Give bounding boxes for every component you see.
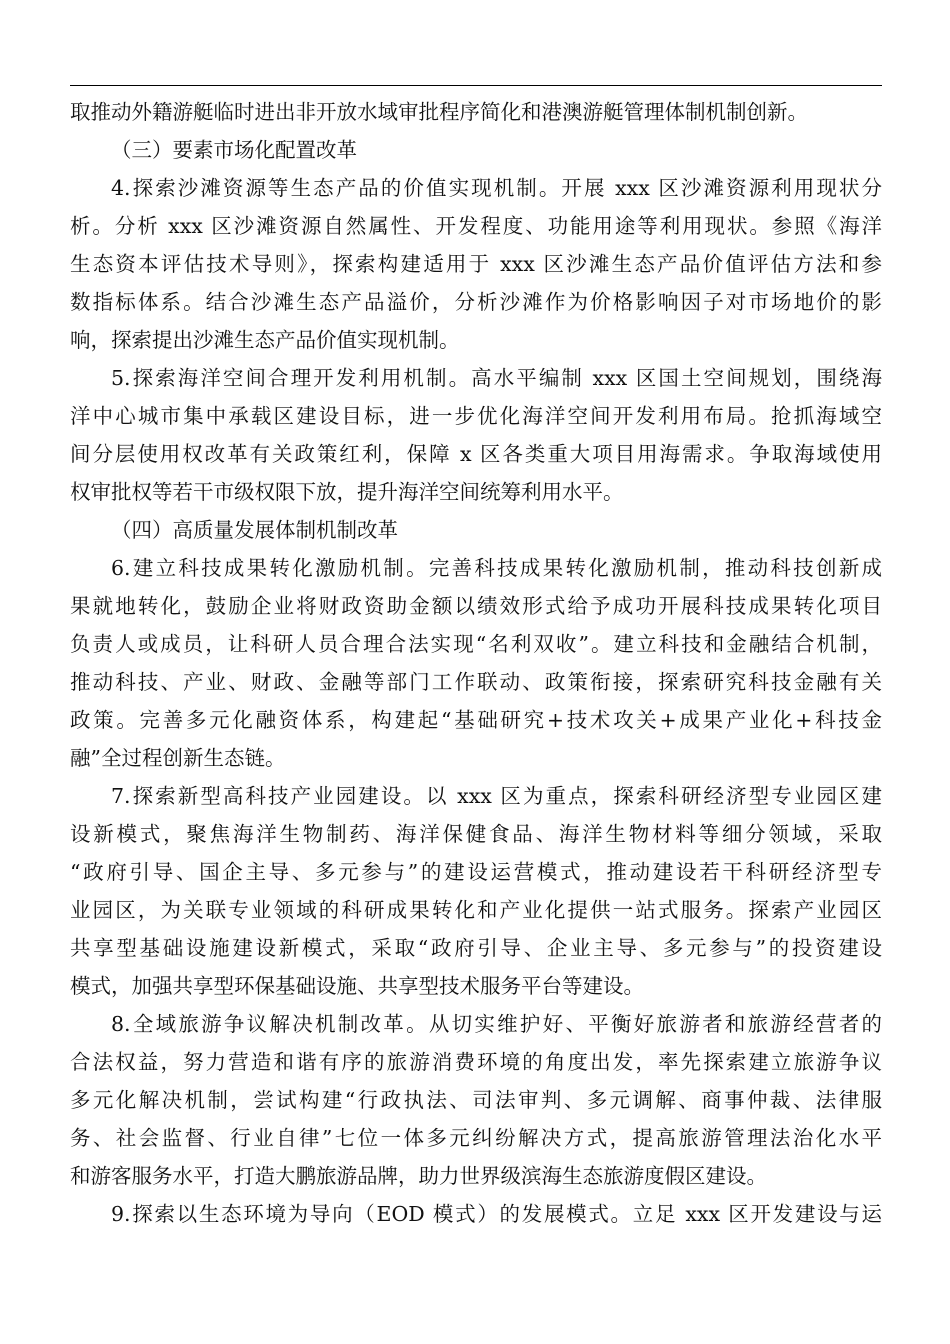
text-line: 果就地转化，鼓励企业将财政资助金额以绩效形式给予成功开展科技成果转化项目: [70, 594, 882, 618]
text-line: 权审批权等若干市级权限下放，提升海洋空间统筹利用水平。: [70, 480, 624, 504]
section-heading: （三）要素市场化配置改革: [111, 138, 357, 162]
document-body: [70, 93, 882, 1233]
text-line: 响，探索提出沙滩生态产品价值实现机制。: [70, 328, 460, 352]
text-line: 8.全域旅游争议解决机制改革。从切实维护好、平衡好旅游者和旅游经营者的: [111, 1012, 882, 1036]
text-line: 洋中心城市集中承载区建设目标，进一步优化海洋空间开发利用布局。抢抓海域空: [70, 404, 882, 428]
section-heading: （四）高质量发展体制机制改革: [111, 518, 398, 542]
text-line: 5.探索海洋空间合理开发利用机制。高水平编制 xxx 区国土空间规划，围绕海: [111, 366, 882, 390]
text-line: 负责人或成员，让科研人员合理合法实现“名利双收”。建立科技和金融结合机制，: [70, 632, 882, 656]
text-line: 生态资本评估技术导则》，探索构建适用于 xxx 区沙滩生态产品价值评估方法和参: [70, 252, 882, 276]
text-line: 6.建立科技成果转化激励机制。完善科技成果转化激励机制，推动科技创新成: [111, 556, 882, 580]
text-line: 模式，加强共享型环保基础设施、共享型技术服务平台等建设。: [70, 974, 644, 998]
text-line: 多元化解决机制，尝试构建“行政执法、司法审判、多元调解、商事仲裁、法律服: [70, 1088, 882, 1112]
text-line: 4.探索沙滩资源等生态产品的价值实现机制。开展 xxx 区沙滩资源利用现状分: [111, 176, 882, 200]
text-line: 推动科技、产业、财政、金融等部门工作联动、政策衔接，探索研究科技金融有关: [70, 670, 882, 694]
text-line: 融”全过程创新生态链。: [70, 746, 286, 770]
text-line: 和游客服务水平，打造大鹏旅游品牌，助力世界级滨海生态旅游度假区建设。: [70, 1164, 767, 1188]
text-line: 数指标体系。结合沙滩生态产品溢价，分析沙滩作为价格影响因子对市场地价的影: [70, 290, 882, 314]
text-line: 合法权益，努力营造和谐有序的旅游消费环境的角度出发，率先探索建立旅游争议: [70, 1050, 882, 1074]
text-line: 7.探索新型高科技产业园建设。以 xxx 区为重点，探索科研经济型专业园区建: [111, 784, 882, 808]
text-line: “政府引导、国企主导、多元参与”的建设运营模式，推动建设若干科研经济型专: [70, 860, 882, 884]
text-line: 设新模式，聚焦海洋生物制药、海洋保健食品、海洋生物材料等细分领域，采取: [70, 822, 882, 846]
text-line: 共享型基础设施建设新模式，采取“政府引导、企业主导、多元参与”的投资建设: [70, 936, 882, 960]
text-line: 析。分析 xxx 区沙滩资源自然属性、开发程度、功能用途等利用现状。参照《海洋: [70, 214, 882, 238]
header-rule: [70, 85, 882, 86]
text-line: 政策。完善多元化融资体系，构建起“基础研究+技术攻关+成果产业化+科技金: [70, 708, 882, 732]
text-line: 9.探索以生态环境为导向（EOD 模式）的发展模式。立足 xxx 区开发建设与运: [111, 1202, 882, 1226]
text-line: 业园区，为关联专业领域的科研成果转化和产业化提供一站式服务。探索产业园区: [70, 898, 882, 922]
text-line: 间分层使用权改革有关政策红利，保障 x 区各类重大项目用海需求。争取海域使用: [70, 442, 882, 466]
text-line: 取推动外籍游艇临时进出非开放水域审批程序简化和港澳游艇管理体制机制创新。: [70, 100, 808, 124]
text-line: 务、社会监督、行业自律”七位一体多元纠纷解决方式，提高旅游管理法治化水平: [70, 1126, 882, 1150]
